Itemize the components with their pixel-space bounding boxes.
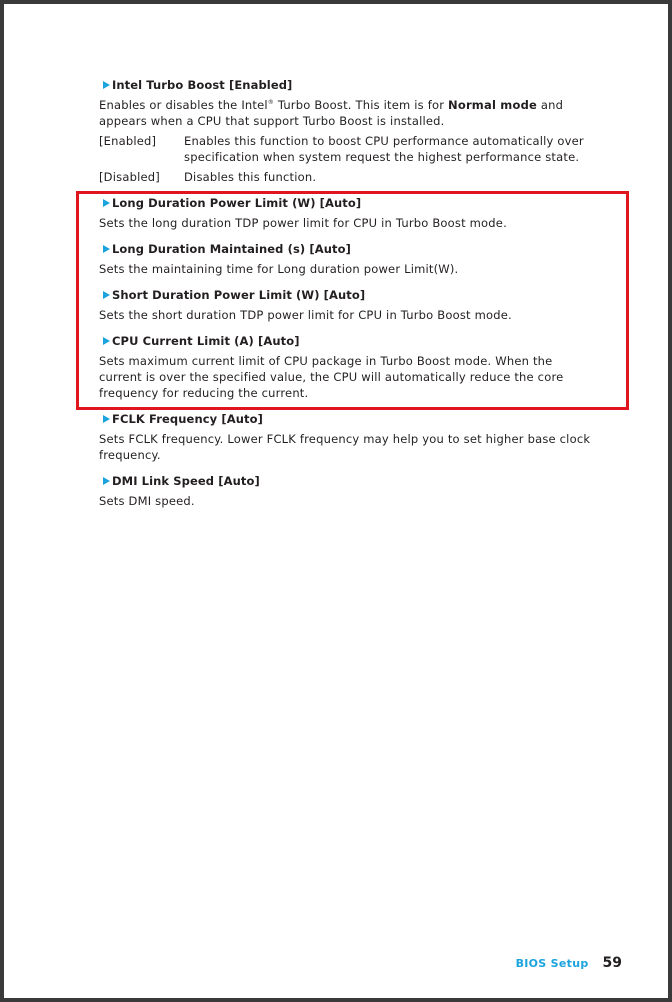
heading-text: Intel Turbo Boost [Enabled]: [112, 78, 293, 92]
heading-text: Long Duration Maintained (s) [Auto]: [112, 242, 351, 256]
item-dmi-link-speed: [99, 473, 599, 509]
desc-text: Enables or disables the Intel: [99, 98, 268, 112]
item-description: Sets DMI speed.: [99, 494, 195, 508]
item-description: Sets the long duration TDP power limit for CPU in Turbo Boost mode.: [99, 216, 507, 230]
heading-text: Long Duration Power Limit (W) [Auto]: [112, 196, 362, 210]
item-description: Sets maximum current limit of CPU package in Turbo Boost mode. When the current is over the specified value, the CPU will automatically reduce the core frequency for reducing the current.: [99, 354, 564, 400]
triangle-bullet-icon: [103, 415, 110, 423]
desc-bold-text: Normal mode: [448, 98, 538, 112]
page-footer: [516, 955, 622, 971]
heading-text: Short Duration Power Limit (W) [Auto]: [112, 288, 366, 302]
option-enabled: [99, 133, 599, 165]
highlight-box: [76, 191, 629, 410]
option-list: [99, 133, 599, 185]
heading-text: CPU Current Limit (A) [Auto]: [112, 334, 300, 348]
triangle-bullet-icon: [103, 477, 110, 485]
page-number: 59: [602, 955, 622, 971]
option-value: Enables this function to boost CPU performance automatically over specification when system request the highest performance state.: [184, 134, 584, 164]
item-description: Sets the maintaining time for Long duration power Limit(W).: [99, 262, 459, 276]
desc-text: Turbo Boost. This item is for: [273, 98, 449, 112]
item-heading: [99, 473, 599, 489]
item-description: [99, 97, 599, 129]
item-intel-turbo-boost: [99, 77, 599, 185]
item-description: Sets the short duration TDP power limit for CPU in Turbo Boost mode.: [99, 308, 512, 322]
item-fclk-frequency: [99, 411, 599, 463]
option-disabled: [99, 169, 599, 185]
item-description: Sets FCLK frequency. Lower FCLK frequency may help you to set higher base clock frequency.: [99, 432, 591, 462]
option-value: Disables this function.: [184, 170, 317, 184]
registered-mark: ®: [267, 99, 274, 107]
item-heading: [99, 77, 599, 93]
footer-section-title: BIOS Setup: [515, 957, 589, 970]
item-heading: [99, 411, 599, 427]
heading-text: DMI Link Speed [Auto]: [112, 474, 260, 488]
desc-text: and appears when a CPU that support Turbo Boost is installed.: [99, 98, 564, 128]
heading-text: FCLK Frequency [Auto]: [112, 412, 263, 426]
option-key: [Enabled]: [99, 134, 157, 148]
option-key: [Disabled]: [99, 170, 160, 184]
triangle-bullet-icon: [103, 81, 110, 89]
